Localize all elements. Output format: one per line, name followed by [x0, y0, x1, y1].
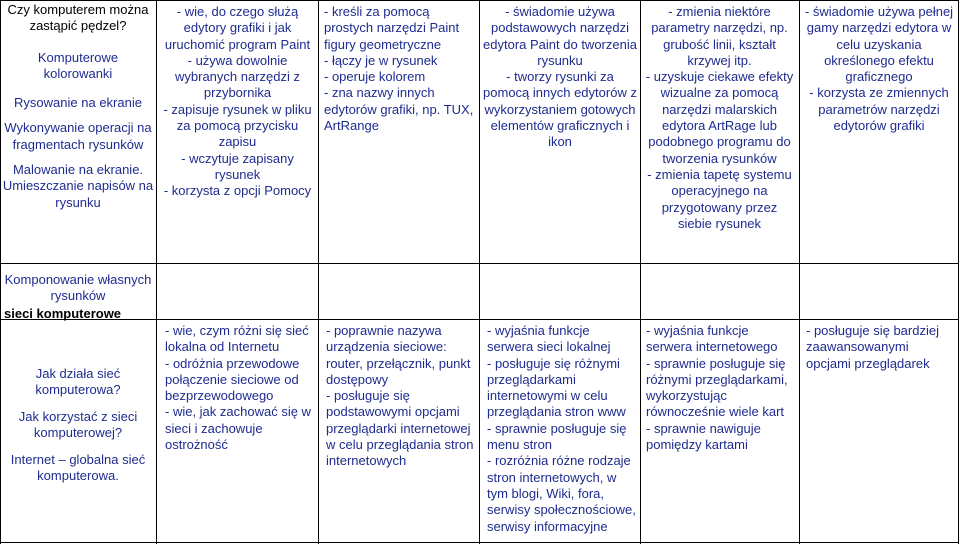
topic-item: Komputerowe kolorowanki: [37, 49, 119, 81]
col-divider-5: [799, 0, 800, 544]
col-divider-2: [318, 0, 319, 544]
topic-item: Jak działa sieć komputerowa?: [35, 366, 121, 398]
col-divider-3: [479, 0, 480, 544]
topic-item: Malowanie na ekranie. Umieszczanie napisów na rysunku: [2, 162, 154, 210]
requirements-cell-r3c3: - poprawnie nazywa urządzenia sieciowe: router, przełącznik, punkt dostępowy - posługuje się podstawowymi opcjami przeglądarki internetowej w celu przeglądania stron internetowych: [326, 323, 474, 469]
table-border-right: [958, 0, 959, 544]
section-heading: sieci komputerowe: [4, 306, 122, 321]
topic-cell-row3: [2, 366, 154, 485]
topic-item: Internet – globalna sieć komputerowa.: [10, 452, 146, 484]
topic-item: Rysowanie na ekranie: [14, 95, 142, 111]
topic-item: Komponowanie własnych rysunków: [4, 272, 152, 304]
topic-item: Wykonywanie operacji na fragmentach rysunków: [4, 120, 152, 152]
topic-cell-row1: [2, 2, 154, 211]
requirements-cell-r1c5: - zmienia niektóre parametry narzędzi, np. grubość linii, kształt krzywej itp. - uzyskuje ciekawe efekty wizualne za pomocą narzędzi malarskich edytora ArtRage lub podobnego programu do tworzenia rysunków - zmienia tapetę systemu operacyjnego na przygotowany przez siebie rysunek: [645, 4, 794, 231]
requirements-cell-r1c6: - świadomie używa pełnej gamy narzędzi edytora w celu uzyskania określonego efektu graficznego - korzysta ze zmiennych parametrów narzędzi edytorów grafiki: [804, 4, 954, 134]
topic-item: Jak korzystać z sieci komputerowej?: [18, 408, 138, 440]
requirements-cell-r1c4: - świadomie używa podstawowych narzędzi edytora Paint do tworzenia rysunku - tworzy rysunki za pomocą innych edytorów z wykorzystaniem gotowych elementów graficznych i ikon: [483, 4, 637, 150]
table-border-left: [0, 0, 1, 544]
requirements-cell-r3c4: - wyjaśnia funkcje serwera sieci lokalnej - posługuje się różnymi przeglądarkami internetowymi w celu przeglądania stron www - sprawnie posługuje się menu stron - rozróżnia różne rodzaje stron internetowych, w tym blogi, Wiki, fora, serwisy społecznościowe, serwisy informacyjne: [487, 323, 636, 534]
col-divider-4: [640, 0, 641, 544]
requirements-cell-r1c3: - kreśli za pomocą prostych narzędzi Paint figury geometryczne - łączy je w rysunek - operuje kolorem - zna nazwy innych edytorów grafiki, np. TUX, ArtRange: [324, 4, 474, 134]
requirements-cell-r3c2: - wie, czym różni się sieć lokalna od Internetu - odróżnia przewodowe połączenie sieciowe od bezprzewodowego - wie, jak zachować się w sieci i zachowuje ostrożność: [165, 323, 311, 453]
topic-cell-row2: [2, 272, 154, 305]
requirements-cell-r1c2: - wie, do czego służą edytory grafiki i jak uruchomić program Paint - używa dowolnie wybranych narzędzi z przybornika - zapisuje rysunek w pliku za pomocą przycisku zapisu - wczytuje zapisany rysunek - korzysta z opcji Pomocy: [163, 4, 312, 199]
topic-title: Czy komputerem można zastąpić pędzel?: [7, 2, 149, 34]
requirements-cell-r3c6: - posługuje się bardziej zaawansowanymi opcjami przeglądarek: [806, 323, 939, 371]
col-divider-1: [156, 0, 157, 544]
requirements-cell-r3c5: - wyjaśnia funkcje serwera internetowego - sprawnie posługuje się różnymi przeglądarkami, wykorzystując równocześnie wiele kart - sprawnie nawiguje pomiędzy kartami: [646, 323, 788, 453]
